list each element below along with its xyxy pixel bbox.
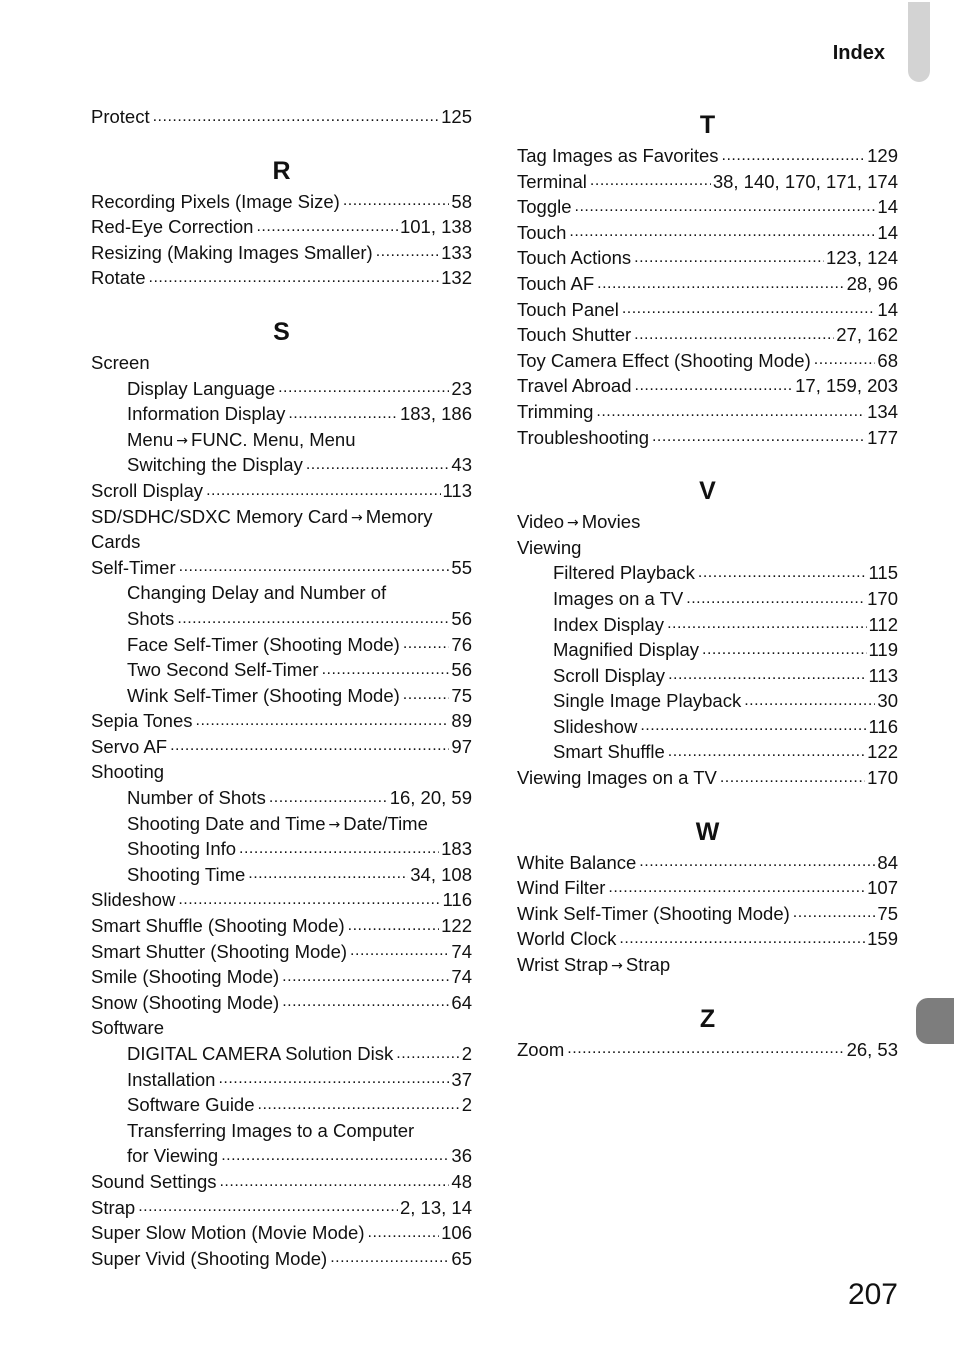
entry-term: Index Display [553, 613, 665, 635]
entry-pages: 125 [441, 106, 472, 127]
entry-pages: 106 [441, 1222, 472, 1244]
dot-leader [322, 660, 450, 680]
entry-term: Trimming [517, 400, 594, 422]
entry-term: Two Second Self-Timer [127, 659, 319, 681]
index-entry [91, 555, 472, 581]
entry-term: Shooting Date and Time [127, 812, 326, 834]
entry-pages: 74 [451, 966, 472, 988]
dot-leader [256, 217, 398, 237]
index-subentry [91, 1143, 472, 1169]
index-subentry [517, 637, 898, 663]
entry-term: DIGITAL CAMERA Solution Disk [127, 1043, 394, 1064]
dot-leader [221, 1146, 449, 1166]
index-entry-heading [91, 759, 472, 785]
entry-pages: 27, 162 [836, 324, 898, 346]
index-cross-reference [517, 509, 898, 535]
entry-pages: 68 [877, 349, 898, 371]
entry-term: Software Guide [127, 1094, 255, 1116]
entry-term: Menu [127, 428, 174, 450]
section-gap [91, 291, 472, 311]
entry-term: Scroll Display [91, 479, 204, 501]
dot-leader [153, 107, 440, 127]
dot-leader [403, 685, 450, 705]
entry-pages: 122 [867, 741, 898, 763]
page-edge-tab-side [916, 998, 954, 1044]
entry-pages: 113 [442, 479, 472, 501]
entry-pages: 89 [451, 710, 472, 732]
dot-leader [608, 878, 865, 898]
dot-leader [269, 788, 388, 808]
index-entry [517, 322, 898, 348]
index-entry [91, 265, 472, 291]
entry-term: Wrist Strap [517, 954, 609, 976]
entry-pages: 58 [451, 190, 472, 212]
dot-leader [178, 890, 440, 910]
dot-leader [640, 716, 866, 736]
index-cross-reference [91, 811, 472, 837]
dot-leader [170, 736, 449, 756]
cross-reference-target: Memory [365, 505, 433, 527]
entry-pages: 2, 13, 14 [399, 1196, 472, 1218]
index-subentry [517, 688, 898, 714]
index-entry [517, 220, 898, 246]
index-entry [91, 478, 472, 504]
dot-leader [567, 1039, 844, 1059]
index-subentry [91, 785, 472, 811]
index-entry [91, 240, 472, 266]
entry-term: Touch Shutter [517, 324, 632, 346]
entry-term: Filtered Playback [553, 562, 695, 584]
entry-term: Sound Settings [91, 1170, 217, 1192]
index-entry [517, 143, 898, 169]
entry-pages: 56 [451, 659, 472, 681]
index-subentry [91, 632, 472, 658]
index-subentry [517, 739, 898, 765]
cross-reference-target: Movies [581, 511, 641, 533]
dot-leader [282, 992, 449, 1012]
entry-pages: 16, 20, 59 [389, 787, 472, 809]
index-entry [91, 1246, 472, 1272]
entry-term: World Clock [517, 928, 617, 950]
dot-leader [248, 864, 408, 884]
index-subentry [91, 401, 472, 427]
entry-term: Rotate [91, 267, 146, 289]
entry-term: Self-Timer [91, 556, 176, 578]
entry-term: Video [517, 511, 564, 533]
entry-term: SD/SDHC/SDXC Memory Card [91, 505, 348, 527]
entry-term: Wink Self-Timer (Shooting Mode) [517, 902, 790, 924]
index-entry [517, 271, 898, 297]
entry-term: Terminal [517, 170, 587, 192]
entry-term: Troubleshooting [517, 426, 649, 448]
entry-pages: 123, 124 [825, 247, 898, 269]
entry-pages: 101, 138 [399, 216, 472, 238]
index-entry [517, 348, 898, 374]
entry-pages: 43 [451, 454, 472, 476]
entry-term: Viewing [517, 536, 582, 558]
index-entry [91, 189, 472, 215]
entry-term: White Balance [517, 851, 637, 873]
entry-pages: 2 [461, 1094, 472, 1116]
entry-term: Single Image Playback [553, 690, 742, 712]
entry-term: Wink Self-Timer (Shooting Mode) [127, 684, 400, 706]
entry-pages: 36 [451, 1145, 472, 1167]
entry-pages: 97 [451, 735, 472, 757]
dot-leader [698, 563, 867, 583]
index-entry [517, 373, 898, 399]
see-arrow-icon: → [328, 816, 341, 833]
index-cross-reference [91, 504, 472, 530]
section-title: Index [832, 42, 885, 64]
dot-leader [590, 171, 711, 191]
dot-leader [306, 455, 450, 475]
page-edge-tab-top [908, 2, 930, 82]
entry-term: Changing Delay and Number of [127, 582, 387, 604]
entry-term: Slideshow [91, 889, 176, 911]
index-entry [517, 926, 898, 952]
entry-pages: 14 [877, 298, 898, 320]
entry-term: Super Slow Motion (Movie Mode) [91, 1222, 365, 1244]
entry-pages: 55 [451, 556, 472, 578]
index-entry-heading [91, 1015, 472, 1041]
entry-pages: 116 [442, 889, 472, 911]
dot-leader [219, 1172, 449, 1192]
dot-leader [635, 376, 794, 396]
dot-leader [196, 711, 450, 731]
dot-leader [282, 967, 449, 987]
entry-pages: 119 [868, 639, 898, 661]
index-subentry [91, 862, 472, 888]
dot-leader [686, 589, 865, 609]
dot-leader [722, 146, 866, 166]
entry-pages: 38, 140, 170, 171, 174 [712, 170, 898, 192]
section-gap [517, 978, 898, 998]
dot-leader [179, 557, 450, 577]
entry-pages: 64 [451, 991, 472, 1013]
entry-term: Transferring Images to a Computer [127, 1119, 415, 1141]
entry-term: Zoom [517, 1038, 565, 1060]
entry-pages: 65 [451, 1247, 472, 1269]
entry-pages: 75 [877, 902, 898, 924]
dot-leader [368, 1223, 440, 1243]
dot-leader [149, 268, 440, 288]
index-entry [517, 901, 898, 927]
entry-term: Smart Shuffle [553, 741, 665, 763]
index-subentry [517, 714, 898, 740]
dot-leader [177, 609, 449, 629]
index-column-right [517, 104, 898, 1062]
entry-pages: 26, 53 [846, 1038, 898, 1060]
dot-leader [667, 614, 866, 634]
index-entry [91, 708, 472, 734]
entry-pages: 76 [451, 633, 472, 655]
entry-term: Shots [127, 607, 175, 629]
entry-term: Viewing Images on a TV [517, 767, 717, 789]
dot-leader [634, 248, 824, 268]
index-subentry [517, 663, 898, 689]
entry-pages: 129 [867, 145, 898, 166]
entry-term: Snow (Shooting Mode) [91, 991, 280, 1013]
entry-term: Display Language [127, 377, 276, 399]
index-entry [517, 850, 898, 876]
dot-leader [350, 941, 449, 961]
index-entry [517, 425, 898, 451]
index-subentry [91, 683, 472, 709]
entry-pages: 75 [451, 684, 472, 706]
entry-term: Scroll Display [553, 664, 666, 686]
entry-pages: 113 [868, 664, 898, 686]
dot-leader [278, 378, 449, 398]
entry-term: Installation [127, 1068, 216, 1090]
entry-pages: 170 [867, 587, 898, 609]
section-gap [91, 130, 472, 150]
index-entry [517, 245, 898, 271]
entry-pages: 34, 108 [410, 863, 472, 885]
entry-pages: 30 [877, 690, 898, 712]
index-entry [517, 875, 898, 901]
entry-pages: 2 [461, 1043, 472, 1064]
index-subentry [91, 1041, 472, 1067]
dot-leader [348, 916, 439, 936]
index-entry [517, 194, 898, 220]
index-subentry [517, 586, 898, 612]
entry-term: Touch Actions [517, 247, 632, 269]
index-entry [91, 939, 472, 965]
dot-leader [396, 1044, 459, 1064]
entry-term: Face Self-Timer (Shooting Mode) [127, 633, 400, 655]
entry-pages: 84 [877, 851, 898, 873]
entry-pages: 183 [441, 838, 472, 860]
entry-pages: 177 [867, 426, 898, 448]
cross-reference-target: FUNC. Menu, Menu [191, 428, 356, 450]
index-entry [91, 913, 472, 939]
entry-term: Red-Eye Correction [91, 216, 254, 238]
index-letter-heading: Z [699, 1004, 716, 1033]
dot-leader [720, 768, 865, 788]
entry-term: Touch AF [517, 272, 595, 294]
index-entry [91, 734, 472, 760]
index-letter-heading: R [272, 156, 291, 185]
index-entry [517, 399, 898, 425]
index-subentry [91, 376, 472, 402]
dot-leader [793, 903, 876, 923]
dot-leader [814, 350, 876, 370]
entry-pages: 116 [868, 715, 898, 737]
entry-term: Information Display [127, 403, 286, 425]
section-gap [517, 450, 898, 470]
entry-pages: 170 [867, 767, 898, 789]
dot-leader [343, 191, 450, 211]
entry-term: Servo AF [91, 735, 168, 757]
index-cross-reference [91, 427, 472, 453]
entry-term: Switching the Display [127, 454, 303, 476]
entry-term: Number of Shots [127, 787, 266, 809]
entry-term: Tag Images as Favorites [517, 145, 719, 166]
entry-term: Recording Pixels (Image Size) [91, 190, 340, 212]
entry-term: Shooting Time [127, 863, 246, 885]
dot-leader [639, 852, 875, 872]
dot-leader [138, 1197, 398, 1217]
see-arrow-icon: → [351, 509, 363, 526]
entry-pages: 133 [441, 241, 472, 263]
entry-pages: 23 [451, 377, 472, 399]
page-number: 207 [847, 1278, 898, 1311]
index-entry [517, 765, 898, 791]
entry-term: Magnified Display [553, 639, 700, 661]
index-subentry [517, 560, 898, 586]
entry-pages: 134 [867, 400, 898, 422]
entry-pages: 37 [451, 1068, 472, 1090]
entry-pages: 122 [441, 915, 472, 937]
entry-term: Screen [91, 351, 150, 373]
index-entry [517, 297, 898, 323]
index-entry-heading [517, 535, 898, 561]
dot-leader [330, 1248, 449, 1268]
index-subentry [91, 1092, 472, 1118]
entry-pages: 112 [868, 613, 898, 635]
entry-pages: 28, 96 [846, 272, 898, 294]
index-letter-heading: T [699, 111, 716, 139]
index-subentry [91, 452, 472, 478]
index-letter-heading: W [695, 817, 720, 846]
dot-leader [634, 325, 834, 345]
entry-pages: 14 [877, 196, 898, 218]
entry-term: Smart Shutter (Shooting Mode) [91, 940, 348, 962]
entry-pages: 17, 159, 203 [795, 375, 898, 397]
entry-term: Touch [517, 221, 567, 243]
entry-term: Shooting [91, 761, 165, 783]
entry-term: Shooting Info [127, 838, 237, 860]
dot-leader [376, 242, 439, 262]
dot-leader [569, 222, 875, 242]
dot-leader [575, 197, 876, 217]
dot-leader [596, 402, 865, 422]
index-subentry [91, 836, 472, 862]
entry-pages: 48 [451, 1170, 472, 1192]
entry-term: Sepia Tones [91, 710, 193, 732]
entry-term: Super Vivid (Shooting Mode) [91, 1247, 328, 1269]
entry-term: Touch Panel [517, 298, 619, 320]
entry-pages: 14 [877, 221, 898, 243]
dot-leader [206, 481, 440, 501]
see-arrow-icon: → [611, 958, 623, 975]
index-entry [517, 1037, 898, 1063]
entry-pages: 183, 186 [399, 403, 472, 425]
entry-term: Toy Camera Effect (Shooting Mode) [517, 349, 811, 371]
index-entry [91, 1220, 472, 1246]
dot-leader [702, 640, 866, 660]
section-gap [517, 791, 898, 811]
index-letter-heading: S [273, 317, 290, 346]
dot-leader [218, 1069, 449, 1089]
index-entry [91, 1195, 472, 1221]
dot-leader [403, 634, 450, 654]
entry-pages: 115 [868, 562, 898, 584]
entry-term: Wind Filter [517, 877, 606, 899]
entry-term: for Viewing [127, 1145, 219, 1167]
index-letter-heading: V [699, 477, 716, 506]
index-cross-reference [517, 952, 898, 978]
cross-reference-target: Strap [625, 954, 671, 976]
index-subentry-heading [91, 580, 472, 606]
entry-pages: 107 [867, 877, 898, 899]
dot-leader [622, 299, 876, 319]
index-entry [91, 1169, 472, 1195]
index-subentry [517, 612, 898, 638]
dot-leader [619, 929, 865, 949]
index-entry [91, 964, 472, 990]
entry-term: Toggle [517, 196, 572, 218]
index-entry [91, 214, 472, 240]
entry-term: Software [91, 1017, 165, 1039]
entry-pages: 132 [441, 267, 472, 289]
dot-leader [239, 839, 439, 859]
index-subentry [91, 606, 472, 632]
entry-term: Travel Abroad [517, 375, 632, 397]
index-subentry [91, 657, 472, 683]
entry-term: Resizing (Making Images Smaller) [91, 241, 373, 263]
index-entry [91, 887, 472, 913]
dot-leader [744, 691, 875, 711]
entry-term: Smart Shuffle (Shooting Mode) [91, 915, 345, 937]
index-entry [91, 104, 472, 130]
dot-leader [597, 274, 844, 294]
see-arrow-icon: → [176, 432, 189, 449]
index-entry-heading [91, 350, 472, 376]
entry-term: Protect [91, 106, 150, 127]
entry-term: Cards [91, 531, 141, 553]
index-entry [91, 990, 472, 1016]
entry-term: Smile (Shooting Mode) [91, 966, 280, 988]
entry-term: Slideshow [553, 715, 638, 737]
entry-pages: 74 [451, 940, 472, 962]
entry-term: Strap [91, 1196, 136, 1218]
index-entry [517, 169, 898, 195]
dot-leader [652, 427, 865, 447]
dot-leader [258, 1095, 460, 1115]
index-entry-heading [91, 529, 472, 555]
entry-pages: 56 [451, 607, 472, 629]
entry-pages: 159 [867, 928, 898, 950]
index-subentry [91, 1067, 472, 1093]
index-column-left [91, 104, 472, 1271]
index-subentry-heading [91, 1118, 472, 1144]
cross-reference-target: Date/Time [343, 812, 428, 834]
entry-term: Images on a TV [553, 587, 684, 609]
dot-leader [668, 742, 865, 762]
dot-leader [288, 404, 398, 424]
dot-leader [668, 665, 866, 685]
see-arrow-icon: → [566, 515, 579, 532]
